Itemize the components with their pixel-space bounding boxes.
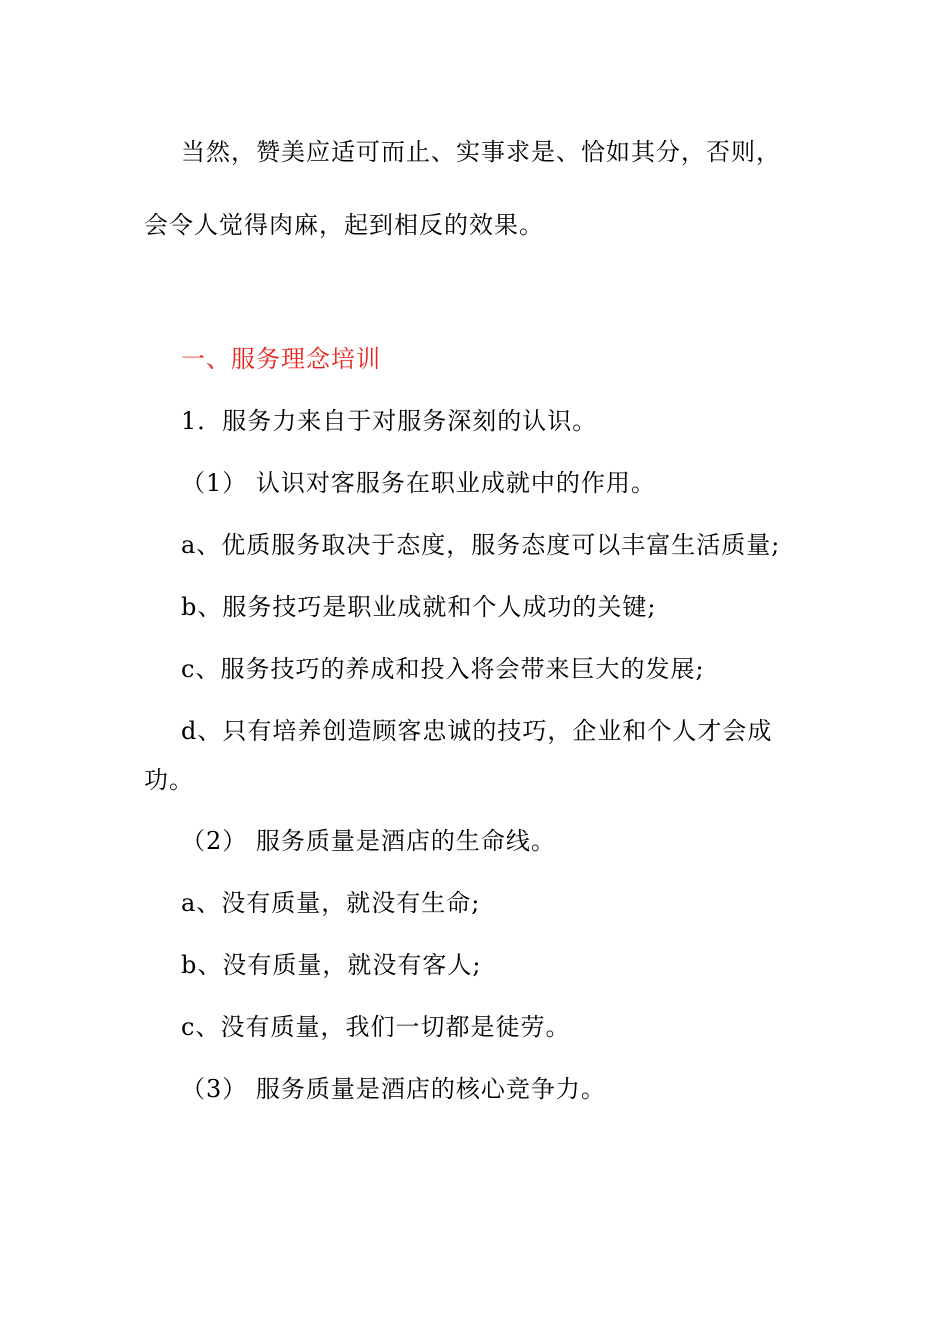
list-item: b、没有质量，就没有客人;: [181, 951, 482, 979]
paragraph-line: 会令人觉得肉麻，起到相反的效果。: [144, 211, 544, 239]
list-item: d、只有培养创造顾客忠诚的技巧，企业和个人才会成: [181, 717, 773, 745]
list-item: a、优质服务取决于态度，服务态度可以丰富生活质量;: [181, 531, 781, 559]
subsection-item: （1） 认识对客服务在职业成就中的作用。: [181, 469, 656, 497]
section-heading: 一、服务理念培训: [181, 345, 381, 373]
subsection-item: （3） 服务质量是酒店的核心竞争力。: [181, 1075, 606, 1103]
paragraph-line: 当然，赞美应适可而止、实事求是、恰如其分，否则，: [181, 138, 781, 166]
list-item: a、没有质量，就没有生命;: [181, 889, 481, 917]
list-item: b、服务技巧是职业成就和个人成功的关键;: [181, 593, 657, 621]
numbered-item: 1．服务力来自于对服务深刻的认识。: [181, 407, 598, 435]
list-item-continuation: 功。: [144, 766, 194, 794]
list-item: c、服务技巧的养成和投入将会带来巨大的发展;: [181, 655, 705, 683]
list-item: c、没有质量，我们一切都是徒劳。: [181, 1013, 571, 1041]
subsection-item: （2） 服务质量是酒店的生命线。: [181, 827, 556, 855]
